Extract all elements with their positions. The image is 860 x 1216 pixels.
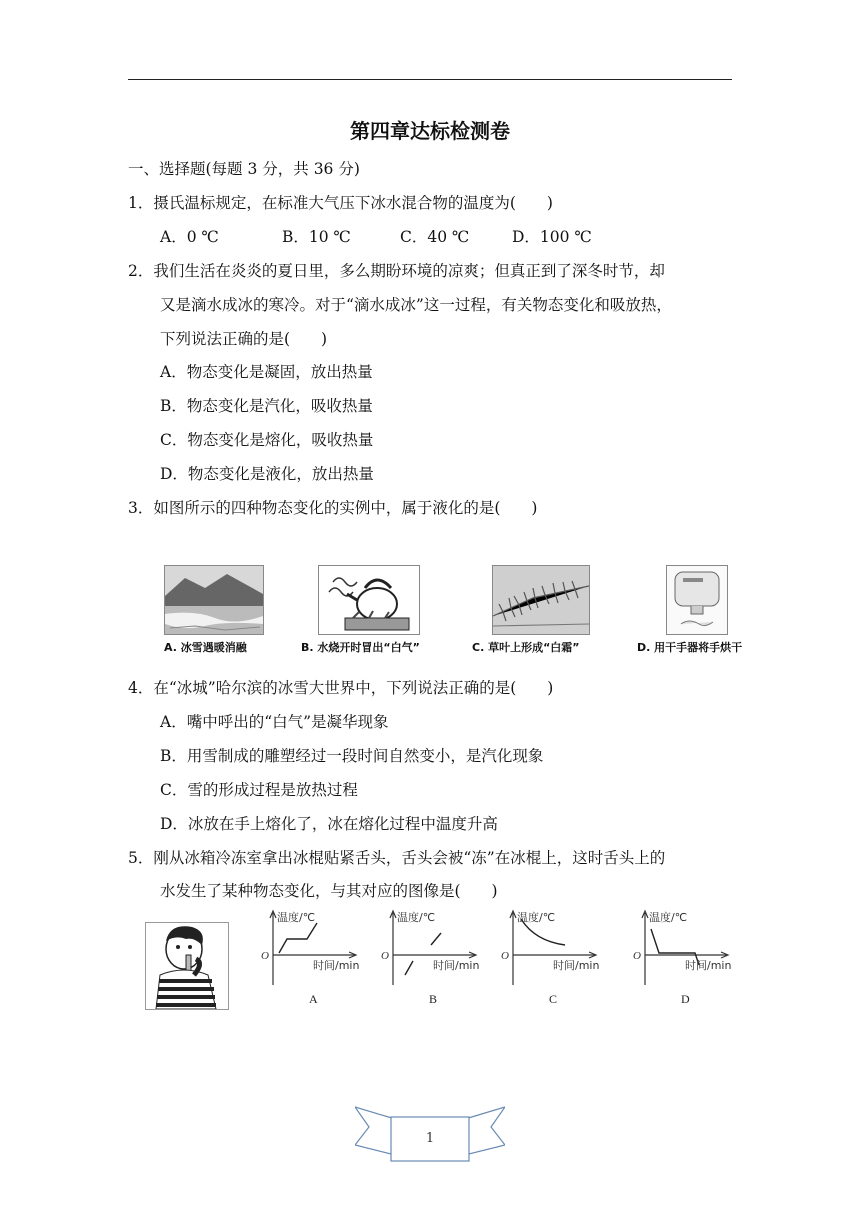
- fig-caption-b: B. 水烧开时冒出“白气”: [301, 641, 420, 654]
- origin-label: O: [381, 950, 389, 962]
- graph-b: [381, 910, 479, 1006]
- graph-option-label: D: [681, 992, 690, 1006]
- y-axis-label: 温度/℃: [397, 911, 436, 924]
- q4-option-c: C．雪的形成过程是放热过程: [160, 781, 358, 799]
- question-2-stem-1: 2．我们生活在炎炎的夏日里，多么期盼环境的凉爽；但真正到了深冬时节，却: [128, 262, 665, 280]
- page-number: 1: [425, 1131, 435, 1146]
- hand-dryer-image: [666, 565, 728, 635]
- q2-option-d: D．物态变化是液化，放出热量: [160, 465, 374, 483]
- origin-label: O: [501, 950, 509, 962]
- fig-caption-d: D. 用干手器将手烘干: [637, 641, 743, 654]
- graph-option-label: C: [549, 992, 558, 1006]
- page-title: 第四章达标检测卷: [350, 119, 510, 143]
- y-axis-label: 温度/℃: [277, 911, 316, 924]
- x-axis-label: 时间/min: [433, 959, 480, 972]
- x-axis-label: 时间/min: [313, 959, 360, 972]
- graph-option-label: B: [429, 992, 438, 1006]
- fig-caption-a: A. 冰雪遇暖消融: [164, 641, 247, 654]
- temperature-curve: [279, 923, 317, 953]
- question-5-stem-2: 水发生了某种物态变化，与其对应的图像是( ): [160, 882, 498, 900]
- question-1-stem: 1．摄氏温标规定，在标准大气压下冰水混合物的温度为( ): [128, 194, 553, 212]
- graph-a: [261, 910, 359, 1006]
- ice-melting-image: [164, 565, 264, 635]
- kettle-image: [318, 565, 420, 635]
- question-3-stem: 3．如图所示的四种物态变化的实例中，属于液化的是( ): [128, 499, 538, 517]
- graph-d: [633, 910, 731, 1006]
- frost-grass-image: [492, 565, 590, 635]
- q2-option-a: A．物态变化是凝固，放出热量: [160, 363, 373, 381]
- q1-option-a: A．0 ℃: [160, 228, 219, 246]
- question-2-stem-3: 下列说法正确的是( ): [160, 330, 328, 348]
- y-axis-label: 温度/℃: [649, 911, 688, 924]
- q4-option-d: D．冰放在手上熔化了，冰在熔化过程中温度升高: [160, 815, 498, 833]
- fig-caption-c: C. 草叶上形成“白霜”: [472, 641, 580, 654]
- x-axis-label: 时间/min: [685, 959, 732, 972]
- graph-c: [501, 910, 599, 1006]
- q4-option-a: A．嘴中呼出的“白气”是凝华现象: [160, 713, 389, 731]
- x-axis-label: 时间/min: [553, 959, 600, 972]
- q2-option-c: C．物态变化是熔化，吸收热量: [160, 431, 374, 449]
- q2-option-b: B．物态变化是汽化，吸收热量: [160, 397, 373, 415]
- question-2-stem-2: 又是滴水成冰的寒冷。对于“滴水成冰”这一过程，有关物态变化和吸放热，: [160, 296, 672, 314]
- q1-option-d: D．100 ℃: [512, 228, 592, 246]
- q4-option-b: B．用雪制成的雕塑经过一段时间自然变小，是汽化现象: [160, 747, 544, 765]
- boy-licking-popsicle-image: [145, 922, 229, 1010]
- header-rule: [128, 79, 732, 80]
- graph-option-label: A: [309, 992, 318, 1006]
- origin-label: O: [261, 950, 269, 962]
- section-heading: 一、选择题(每题 3 分，共 36 分): [128, 160, 360, 178]
- q1-option-b: B．10 ℃: [282, 228, 351, 246]
- question-5-stem-1: 5．刚从冰箱冷冻室拿出冰棍贴紧舌头，舌头会被“冻”在冰棍上，这时舌头上的: [128, 849, 666, 867]
- question-4-stem: 4．在“冰城”哈尔滨的冰雪大世界中，下列说法正确的是( ): [128, 679, 554, 697]
- temperature-time-graphs: [255, 905, 755, 1015]
- origin-label: O: [633, 950, 641, 962]
- q1-option-c: C．40 ℃: [400, 228, 470, 246]
- y-axis-label: 温度/℃: [517, 911, 556, 924]
